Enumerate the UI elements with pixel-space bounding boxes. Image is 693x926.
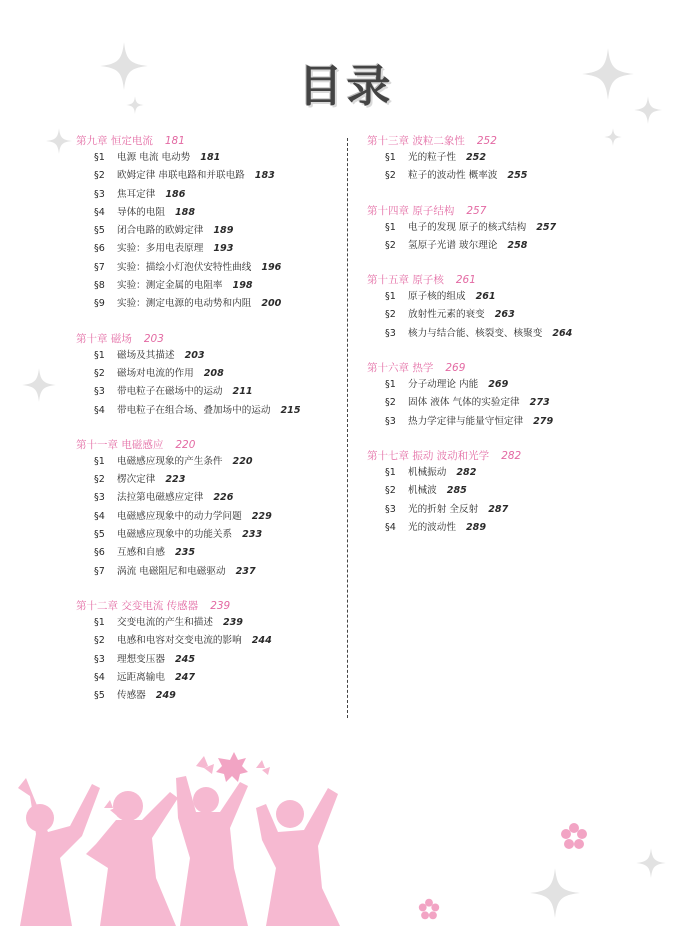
section-title: 交变电流的产生和描述 [117, 616, 213, 628]
section-number: §1 [385, 152, 396, 163]
section-title: 理想变压器 [117, 653, 165, 665]
chapter-page-number: 181 [164, 135, 185, 147]
toc-section-entry[interactable] [76, 526, 346, 544]
section-number: §4 [94, 404, 105, 416]
section-title: 带电粒子在组合场、叠加场中的运动 [117, 404, 271, 416]
toc-chapter [76, 133, 346, 314]
section-number: §3 [94, 386, 105, 398]
toc-section-entry[interactable] [76, 687, 346, 705]
toc-chapter [367, 133, 647, 186]
chapter-title[interactable] [76, 598, 346, 614]
section-number: §2 [385, 485, 396, 497]
section-number: §3 [385, 503, 396, 515]
chapter-title-text: 第十二章 交变电流 传感器 [76, 599, 199, 612]
toc-section-entry[interactable] [367, 482, 647, 500]
section-title: 机械波 [408, 485, 437, 497]
section-page-number: 255 [507, 170, 528, 182]
chapter-title[interactable] [367, 360, 647, 376]
toc-chapter [367, 448, 647, 537]
section-page-number: 211 [232, 386, 253, 398]
toc-section-entry[interactable] [76, 347, 346, 365]
toc-section-entry[interactable] [367, 325, 647, 343]
section-page-number: 226 [213, 492, 234, 504]
page-title: 目录 [298, 61, 395, 112]
section-page-number: 247 [174, 671, 195, 683]
section-number: §7 [94, 261, 105, 273]
section-page-number: 198 [232, 280, 253, 292]
section-title: 闭合电路的欧姆定律 [117, 225, 204, 237]
section-page-number: 273 [529, 397, 550, 409]
chapter-title-text: 第十七章 振动 波动和光学 [367, 449, 490, 462]
section-title: 磁场及其描述 [117, 349, 175, 361]
section-title: 电感和电容对交变电流的影响 [117, 635, 242, 647]
section-page-number: 188 [174, 206, 195, 218]
section-number: §2 [94, 474, 105, 486]
section-title: 原子核的组成 [408, 291, 466, 303]
section-number: §1 [94, 152, 105, 163]
toc-section-entry[interactable] [367, 413, 647, 431]
section-number: §1 [94, 349, 105, 361]
section-title: 导体的电阻 [117, 206, 165, 218]
toc-section-entry[interactable] [367, 306, 647, 324]
section-title: 电子的发现 原子的核式结构 [408, 221, 527, 233]
chapter-title[interactable] [367, 133, 647, 149]
chapter-title-text: 第十三章 波粒二象性 [367, 135, 465, 147]
chapter-page-number: 269 [445, 362, 466, 375]
section-title: 光的折射 全反射 [408, 503, 479, 515]
chapter-title-text: 第九章 恒定电流 [76, 135, 153, 147]
chapter-title-text: 第十四章 原子结构 [367, 204, 455, 217]
section-title: 电磁感应现象的产生条件 [117, 455, 223, 467]
chapter-title[interactable] [76, 331, 346, 347]
section-page-number: 245 [174, 653, 195, 665]
section-number: §2 [385, 309, 396, 321]
section-page-number: 223 [165, 474, 186, 486]
toc-section-entry[interactable] [76, 149, 346, 167]
toc-section-entry[interactable] [76, 240, 346, 258]
section-title: 互感和自感 [117, 547, 165, 559]
toc-section-entry[interactable] [76, 489, 346, 507]
chapter-title[interactable] [367, 203, 647, 219]
toc-section-entry[interactable] [76, 563, 346, 581]
toc-section-entry[interactable] [76, 295, 346, 313]
section-page-number: 233 [242, 529, 263, 541]
section-page-number: 229 [251, 510, 272, 522]
toc-right-column [367, 133, 647, 554]
section-number: §4 [94, 510, 105, 522]
section-title: 实验：测定金属的电阻率 [117, 280, 223, 292]
section-page-number: 285 [446, 485, 467, 497]
section-number: §4 [385, 521, 396, 533]
section-page-number: 289 [465, 521, 486, 533]
toc-section-entry[interactable] [367, 288, 647, 306]
toc-section-entry[interactable] [76, 544, 346, 562]
section-title: 机械振动 [408, 466, 447, 478]
chapter-title[interactable] [367, 448, 647, 464]
chapter-page-number: 220 [175, 438, 196, 451]
section-page-number: 189 [213, 225, 234, 237]
toc-section-entry[interactable] [76, 204, 346, 222]
flower-icon [418, 898, 440, 920]
section-page-number: 263 [494, 309, 515, 321]
flower-icon [560, 822, 588, 850]
section-page-number: 282 [456, 466, 477, 478]
section-number: §7 [94, 565, 105, 577]
chapter-page-number: 239 [210, 599, 231, 612]
section-title: 光的粒子性 [408, 152, 456, 163]
section-title: 焦耳定律 [117, 188, 156, 200]
section-page-number: 252 [465, 152, 486, 163]
section-number: §1 [94, 616, 105, 628]
section-title: 法拉第电磁感应定律 [117, 492, 204, 504]
section-title: 放射性元素的衰变 [408, 309, 485, 321]
toc-chapter [76, 598, 346, 705]
section-page-number: 235 [174, 547, 195, 559]
toc-section-entry[interactable] [367, 237, 647, 255]
section-page-number: 208 [203, 367, 224, 379]
section-number: §4 [94, 671, 105, 683]
section-number: §9 [94, 298, 105, 310]
section-number: §2 [385, 239, 396, 251]
section-title: 光的波动性 [408, 521, 456, 533]
section-title: 电磁感应现象中的功能关系 [117, 529, 233, 541]
section-number: §2 [94, 635, 105, 647]
toc-chapter [76, 437, 346, 581]
toc-section-entry[interactable] [76, 365, 346, 383]
chapter-title[interactable] [76, 133, 346, 149]
section-page-number: 257 [536, 221, 557, 233]
toc-chapter [76, 331, 346, 420]
toc-chapter [367, 203, 647, 256]
toc-left-column [76, 133, 346, 722]
section-title: 实验：多用电表原理 [117, 243, 204, 255]
chapter-title[interactable] [367, 272, 647, 288]
toc-section-entry[interactable] [76, 669, 346, 687]
section-number: §1 [385, 221, 396, 233]
section-number: §6 [94, 243, 105, 255]
section-title: 粒子的波动性 概率波 [408, 170, 498, 182]
section-title: 楞次定律 [117, 474, 156, 486]
toc-section-entry[interactable] [76, 222, 346, 240]
section-number: §3 [385, 327, 396, 339]
toc-section-entry[interactable] [76, 186, 346, 204]
section-number: §2 [385, 170, 396, 182]
chapter-title-text: 第十一章 电磁感应 [76, 438, 164, 451]
toc-section-entry[interactable] [367, 464, 647, 482]
section-title: 实验：描绘小灯泡伏安特性曲线 [117, 261, 252, 273]
section-number: §4 [94, 206, 105, 218]
toc-section-entry[interactable] [76, 259, 346, 277]
section-number: §5 [94, 225, 105, 237]
toc-section-entry[interactable] [76, 632, 346, 650]
section-page-number: 258 [507, 239, 528, 251]
section-page-number: 200 [261, 298, 282, 310]
section-page-number: 237 [235, 565, 256, 577]
section-page-number: 239 [222, 616, 243, 628]
chapter-title-text: 第十章 磁场 [76, 332, 132, 345]
toc-section-entry[interactable] [76, 508, 346, 526]
chapter-title-text: 第十六章 热学 [367, 362, 434, 375]
toc-section-entry[interactable] [76, 651, 346, 669]
toc-section-entry[interactable] [367, 376, 647, 394]
section-number: §2 [94, 170, 105, 182]
section-number: §5 [94, 690, 105, 702]
section-number: §3 [94, 188, 105, 200]
chapter-page-number: 257 [466, 204, 487, 217]
section-title: 磁场对电流的作用 [117, 367, 194, 379]
toc-section-entry[interactable] [76, 167, 346, 185]
section-page-number: 193 [213, 243, 234, 255]
sparkle-icon [530, 868, 580, 918]
chapter-title-text: 第十五章 原子核 [367, 274, 444, 287]
section-number: §5 [94, 529, 105, 541]
section-number: §8 [94, 280, 105, 292]
toc-section-entry[interactable] [367, 394, 647, 412]
section-title: 传感器 [117, 690, 146, 702]
sparkle-icon [46, 128, 72, 154]
sparkle-icon [22, 368, 56, 402]
section-title: 欧姆定律 串联电路和并联电路 [117, 170, 245, 182]
section-title: 涡流 电磁阻尼和电磁驱动 [117, 565, 226, 577]
section-page-number: 279 [533, 415, 554, 427]
toc-section-entry[interactable] [367, 519, 647, 537]
toc-section-entry[interactable] [367, 167, 647, 185]
toc-section-entry[interactable] [76, 277, 346, 295]
chapter-page-number: 252 [476, 135, 497, 147]
section-number: §3 [94, 653, 105, 665]
chapter-title[interactable] [76, 437, 346, 453]
section-page-number: 287 [488, 503, 509, 515]
section-title: 远距离输电 [117, 671, 165, 683]
dancing-people-silhouette [0, 748, 360, 926]
section-title: 氢原子光谱 玻尔理论 [408, 239, 498, 251]
section-page-number: 186 [165, 188, 186, 200]
toc-section-entry[interactable] [76, 453, 346, 471]
section-number: §2 [385, 397, 396, 409]
section-page-number: 261 [475, 291, 496, 303]
section-page-number: 203 [184, 349, 205, 361]
section-number: §1 [385, 291, 396, 303]
toc-section-entry[interactable] [367, 219, 647, 237]
column-divider [347, 138, 348, 718]
section-title: 核力与结合能、核裂变、核聚变 [408, 327, 543, 339]
section-page-number: 196 [261, 261, 282, 273]
chapter-page-number: 282 [501, 449, 522, 462]
section-number: §6 [94, 547, 105, 559]
section-title: 电磁感应现象中的动力学问题 [117, 510, 242, 522]
section-number: §3 [385, 415, 396, 427]
section-title: 固体 液体 气体的实验定律 [408, 397, 520, 409]
section-page-number: 244 [251, 635, 272, 647]
section-number: §2 [94, 367, 105, 379]
toc-chapter [367, 272, 647, 343]
section-page-number: 181 [200, 152, 221, 163]
section-number: §1 [385, 466, 396, 478]
section-title: 实验：测定电源的电动势和内阻 [117, 298, 252, 310]
section-title: 电源 电流 电动势 [117, 152, 191, 163]
section-title: 分子动理论 内能 [408, 379, 479, 391]
toc-section-entry[interactable] [76, 383, 346, 401]
chapter-page-number: 261 [455, 274, 476, 287]
toc-chapter [367, 360, 647, 431]
section-page-number: 220 [232, 455, 253, 467]
section-page-number: 264 [552, 327, 573, 339]
section-page-number: 215 [280, 404, 301, 416]
toc-section-entry[interactable] [367, 501, 647, 519]
section-number: §3 [94, 492, 105, 504]
sparkle-icon [636, 848, 666, 878]
section-title: 带电粒子在磁场中的运动 [117, 386, 223, 398]
chapter-page-number: 203 [143, 332, 164, 345]
toc-section-entry[interactable] [76, 614, 346, 632]
toc-section-entry[interactable] [76, 471, 346, 489]
section-page-number: 183 [254, 170, 275, 182]
toc-section-entry[interactable] [367, 149, 647, 167]
section-page-number: 269 [488, 379, 509, 391]
toc-section-entry[interactable] [76, 402, 346, 420]
section-page-number: 249 [155, 690, 176, 702]
section-number: §1 [385, 379, 396, 391]
section-number: §1 [94, 455, 105, 467]
section-title: 热力学定律与能量守恒定律 [408, 415, 524, 427]
